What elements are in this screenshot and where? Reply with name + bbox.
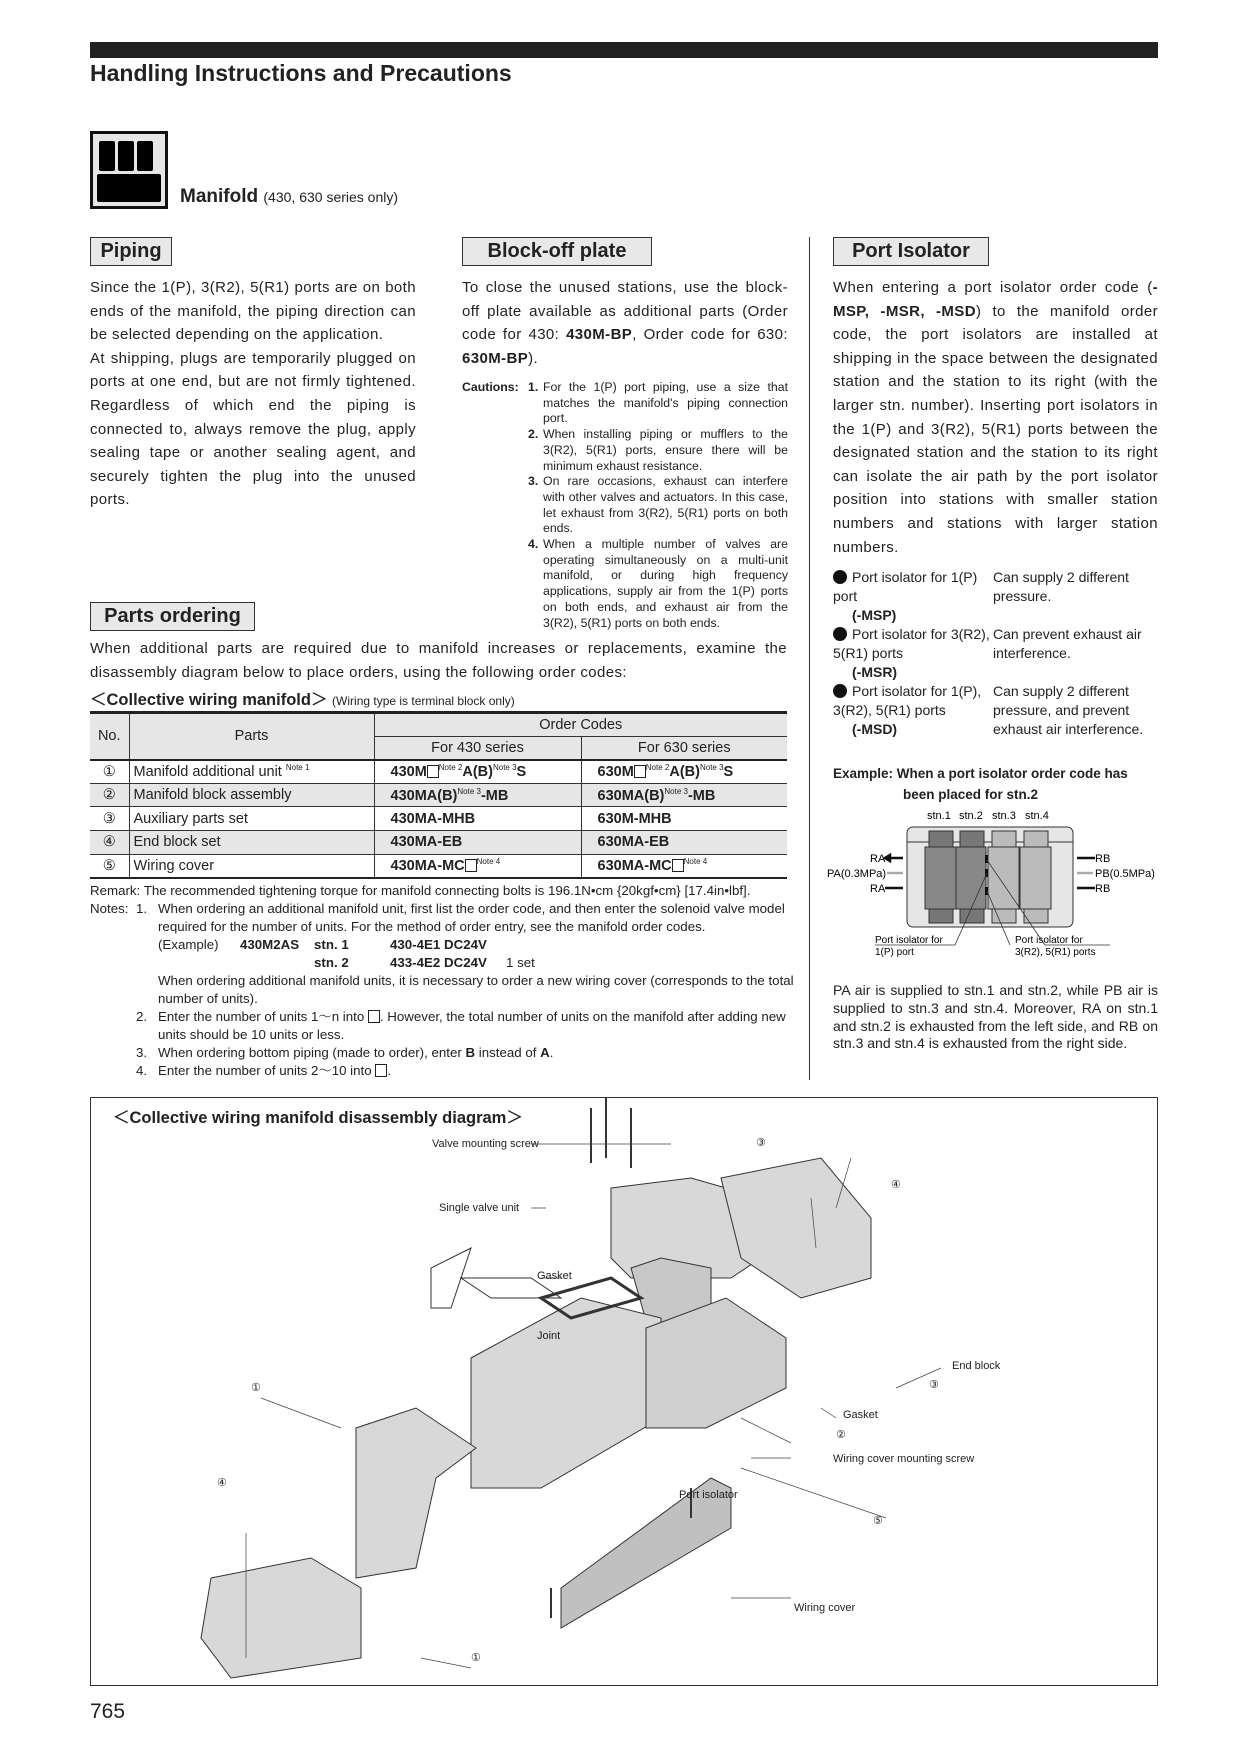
callout-3: ③ <box>756 1137 766 1149</box>
cautions-label: Cautions: <box>462 380 519 394</box>
isolator-types <box>833 568 1158 739</box>
no: ③ <box>90 807 129 831</box>
code: 630MA-EB <box>597 834 670 851</box>
callout-3: ③ <box>929 1379 939 1391</box>
manifold-icon <box>90 131 168 209</box>
notes-label: Notes: <box>90 901 129 916</box>
bullet-icon <box>833 570 847 584</box>
t: , Order code for 630: <box>632 326 788 344</box>
no: ② <box>90 783 129 807</box>
code: -MB <box>687 787 716 804</box>
part: Wiring cover <box>129 854 374 878</box>
type-desc: Can prevent exhaust air interference. <box>993 626 1142 661</box>
example-text: PA air is supplied to stn.1 and stn.2, while PB air is supplied to stn.3 and stn.4. Moreover, RA on stn.1 and stn.2 is exhausted from the left side, and RB on stn.3 and stn.4 is exhausted from the right side. <box>833 982 1158 1052</box>
part: End block set <box>129 830 374 854</box>
t: been placed for stn.2 <box>903 787 1039 802</box>
ra-label: RA <box>870 853 886 865</box>
table-row <box>90 760 787 784</box>
t: 433-4E2 <box>390 955 441 970</box>
manifold-units <box>356 1408 476 1578</box>
type-code: (-MSP) <box>852 607 897 623</box>
section-note: (430, 630 series only) <box>263 189 399 205</box>
code: 430M <box>390 764 427 781</box>
piping-heading: Piping <box>90 237 172 266</box>
no: ⑤ <box>90 854 129 878</box>
note-1: When ordering an additional manifold unit, first list the order code, and then enter the solenoid valve model required for the number of units. For the method of order entry, see the manifold order codes. <box>158 901 785 934</box>
example-row <box>158 954 800 972</box>
isolator-heading: Port Isolator <box>833 237 989 266</box>
label-port-isolator: Port isolator <box>679 1489 738 1501</box>
blockoff-heading: Block-off plate <box>462 237 652 266</box>
t: stn. 1 <box>314 937 349 952</box>
note: Note 4 <box>476 857 501 867</box>
note-1b: When ordering additional manifold units, it is necessary to order a new wiring cover (corresponds to the total number of units). <box>158 973 794 1006</box>
no: ① <box>90 760 129 784</box>
type-item <box>833 568 1158 625</box>
note: Note 3 <box>699 763 724 773</box>
t: DC24V <box>444 937 487 952</box>
iso-r-label: Port isolator for <box>1015 935 1083 946</box>
col-430: For 430 series <box>374 736 581 760</box>
type-code: (-MSD) <box>852 721 898 737</box>
n: 3. <box>528 474 539 489</box>
blank-box <box>375 1064 387 1077</box>
caution-item: When installing piping or mufflers to the 3(R2), 5(R1) ports, ensure there will be minimum exhaust resistance. <box>543 427 788 473</box>
code: 630MA-MC <box>597 858 672 875</box>
code-430: 430M-BP <box>566 326 633 344</box>
part: Manifold block assembly <box>129 783 374 807</box>
page-number: 765 <box>90 1700 126 1723</box>
label-wiring-cover: Wiring cover <box>794 1602 856 1614</box>
type-name: Port isolator for 3(R2), 5(R1) ports <box>833 626 990 661</box>
iso-r-label2: 3(R2), 5(R1) ports <box>1015 947 1096 958</box>
code: 630MA(B) <box>597 787 665 804</box>
t: 1 set <box>506 955 535 970</box>
code: 430MA(B) <box>390 787 458 804</box>
type-desc: Can supply 2 different pressure. <box>993 569 1129 604</box>
iso-p-label: Port isolator for <box>875 935 943 946</box>
table-row <box>90 830 787 854</box>
codes: -MSP, -MSR, -MSD <box>833 279 1158 320</box>
part: Manifold additional unit <box>133 764 282 781</box>
t: Enter the number of units 2～10 into <box>158 1063 376 1078</box>
t: To close the unused stations, use the block-off plate available as additional parts (Order code for 430: <box>462 279 788 344</box>
t: . However, the total number of units on the manifold after adding new units should be 10 units or less. <box>158 1009 786 1042</box>
t: ＜Collective wiring manifold＞ <box>90 691 328 709</box>
ra-label: RA <box>870 883 886 895</box>
end-block <box>721 1158 871 1298</box>
t: When entering a port isolator order code ( <box>833 279 1153 296</box>
code: 430MA-MC <box>390 858 465 875</box>
t: Enter the number of units 1～n into <box>158 1009 368 1024</box>
table-title <box>90 686 515 710</box>
code-630: 630M-BP <box>462 349 529 367</box>
t: DC24V <box>444 955 487 970</box>
caution-item: For the 1(P) port piping, use a size that matches the manifold's piping connection port. <box>543 380 788 426</box>
callout-1: ① <box>251 1382 261 1394</box>
section-name: Manifold <box>180 186 259 207</box>
remark: Remark: The recommended tightening torque for manifold connecting bolts is 196.1N•cm {20kgf•cm} [17.4in•lbf]. <box>90 883 751 898</box>
label-valve-screw: Valve mounting screw <box>432 1138 539 1150</box>
type-item <box>833 682 1158 739</box>
table-row <box>90 783 787 807</box>
stn-label: stn.2 <box>959 810 983 822</box>
example-row <box>158 936 800 954</box>
t: 430M2AS <box>240 937 300 952</box>
n: 1. <box>528 380 539 394</box>
note: Note 4 <box>683 857 708 867</box>
rb-label: RB <box>1095 853 1111 865</box>
callout-4: ④ <box>217 1477 227 1489</box>
t: (Wiring type is terminal block only) <box>332 694 515 708</box>
blank-box <box>427 765 439 778</box>
order-codes-table <box>90 711 787 879</box>
type-name: Port isolator for 1(P) port <box>833 569 978 604</box>
table-row <box>90 854 787 878</box>
disassembly-diagram <box>90 1097 1158 1686</box>
note: Note 3 <box>492 763 517 773</box>
isolator-text <box>833 276 1158 559</box>
code: A(B) <box>462 764 493 781</box>
note: Note 3 <box>457 786 481 796</box>
caution-item: On rare occasions, exhaust can interfere with other valves and actuators. In this case, let exhaust from 3(R2), 5(R1) ports on both ends. <box>543 474 788 536</box>
callout-4: ④ <box>891 1179 901 1191</box>
t: ) to the manifold order code, the port isolators are installed at shipping in the space between the designated station and the station to its right (with the larger stn. number). Inserting port isolators in the 1(P) and 3(R2), 5(R1) ports between the designated station and the station to its right can isolate the air path by the port isolator position into stations with smaller station numbers and stations with larger station numbers. <box>833 302 1158 556</box>
blockoff-text <box>462 276 788 370</box>
label-single-valve: Single valve unit <box>439 1202 520 1214</box>
no: ④ <box>90 830 129 854</box>
type-desc: Can supply 2 different pressure, and prevent exhaust air interference. <box>993 683 1144 737</box>
t: . <box>549 1045 554 1060</box>
piping-p1: Since the 1(P), 3(R2), 5(R1) ports are on both ends of the manifold, the piping direction can be selected depending on the application. <box>90 279 416 344</box>
blank-box <box>465 859 477 872</box>
t: When ordering bottom piping (made to order), enter <box>158 1045 466 1060</box>
iso-p-label2: 1(P) port <box>875 947 914 958</box>
col-parts: Parts <box>129 713 374 760</box>
blank-box <box>368 1010 380 1023</box>
label-end-block: End block <box>952 1360 1001 1372</box>
label-joint: Joint <box>537 1330 561 1342</box>
notes: Remark: The recommended tightening torque for manifold connecting bolts is 196.1N•cm {20kgf•cm} [17.4in•lbf]. Notes: 1. When ordering an additional manifold unit, first list the order code, and then enter the solenoid valve model required for the number of units. For the method of order entry, see the manifold order codes. (Example) 430M2AS stn. 1 430-4E1 DC24V stn. 2 433-4E2 DC24V 1 set When ordering additional manifold units, it is necessary to order a new wiring cover (corresponds to the total number of units). 2. Enter the number of units 1～n into . However, the total number of units on the manifold after adding new units should be 10 units or less. 3. When ordering bottom piping (made to order), enter B instead of A. 4. Enter the number of units 2～10 into . <box>90 882 800 1080</box>
example-title <box>833 763 1128 805</box>
manifold-block <box>471 1298 661 1488</box>
piping-p2: At shipping, plugs are temporarily plugged on ports at one end, but are not firmly tightened. Regardless of which end the piping is connected to, always remove the plug, apply sealing tape or another sealing agent, and securely tighten the plug into the unused ports. <box>90 349 416 509</box>
pa-label: PA(0.3MPa) <box>827 868 887 880</box>
callout-5: ⑤ <box>873 1515 883 1527</box>
col-630: For 630 series <box>581 736 787 760</box>
type-code: (-MSR) <box>852 664 898 680</box>
table-row <box>90 807 787 831</box>
bullet-icon <box>833 684 847 698</box>
t: instead of <box>475 1045 541 1060</box>
parts-heading: Parts ordering <box>90 602 255 631</box>
code: S <box>723 764 734 781</box>
t: ). <box>528 349 539 367</box>
label-gasket-2: Gasket <box>843 1409 878 1421</box>
note: Note 1 <box>285 763 310 773</box>
diagram-title: ＜Collective wiring manifold disassembly diagram＞ <box>113 1109 523 1127</box>
col-codes: Order Codes <box>374 713 787 737</box>
blank-box <box>634 765 646 778</box>
cautions <box>462 380 788 631</box>
header-bar <box>90 42 1158 58</box>
port-isolator-diagram <box>815 805 1165 975</box>
blank-box <box>672 859 684 872</box>
type-name: Port isolator for 1(P), 3(R2), 5(R1) ports <box>833 683 982 718</box>
callout-2: ② <box>836 1429 846 1441</box>
t: stn. 2 <box>314 955 349 970</box>
n: 2. <box>528 427 539 442</box>
stn-label: stn.4 <box>1025 810 1049 822</box>
code: 430MA-EB <box>390 834 463 851</box>
piping-text <box>90 276 416 512</box>
code: A(B) <box>669 764 700 781</box>
pb-label: PB(0.5MPa) <box>1095 868 1155 880</box>
label-cover-screw: Wiring cover mounting screw <box>833 1453 975 1465</box>
section-title <box>180 186 398 208</box>
t: A <box>540 1045 550 1060</box>
bullet-icon <box>833 627 847 641</box>
t: B <box>465 1045 476 1060</box>
code: 630M <box>597 764 634 781</box>
t: (Example) <box>158 937 219 952</box>
t: 430-4E1 <box>390 937 441 952</box>
stn-label: stn.3 <box>992 810 1016 822</box>
rb-label: RB <box>1095 883 1111 895</box>
page-title: Handling Instructions and Precautions <box>90 60 512 86</box>
note: Note 2 <box>438 763 463 773</box>
code: S <box>516 764 527 781</box>
column-divider <box>809 237 810 1080</box>
n: 4. <box>528 537 539 552</box>
parts-intro: When additional parts are required due to manifold increases or replacements, examine the disassembly diagram below to place orders, using the following order codes: <box>90 640 787 681</box>
code: 630M-MHB <box>597 810 672 827</box>
type-item <box>833 625 1158 682</box>
callout-1: ① <box>471 1652 481 1664</box>
col-no: No. <box>90 713 129 760</box>
t: Example: When a port isolator order code has <box>833 766 1128 781</box>
code: -MB <box>480 787 509 804</box>
caution-item: When a multiple number of valves are operating simultaneously on a multi-unit manifold, or during high frequency applications, supply air from the 1(P) ports on both ends, and exhaust air from the 3(R2), 5(R1) ports on both ends. <box>543 537 788 630</box>
code: 430MA-MHB <box>390 810 476 827</box>
note: Note 2 <box>645 763 670 773</box>
part: Auxiliary parts set <box>129 807 374 831</box>
t: . <box>387 1063 392 1078</box>
label-gasket: Gasket <box>537 1270 572 1282</box>
end-block-left <box>201 1558 361 1678</box>
note: Note 3 <box>664 786 688 796</box>
stn-label: stn.1 <box>927 810 951 822</box>
